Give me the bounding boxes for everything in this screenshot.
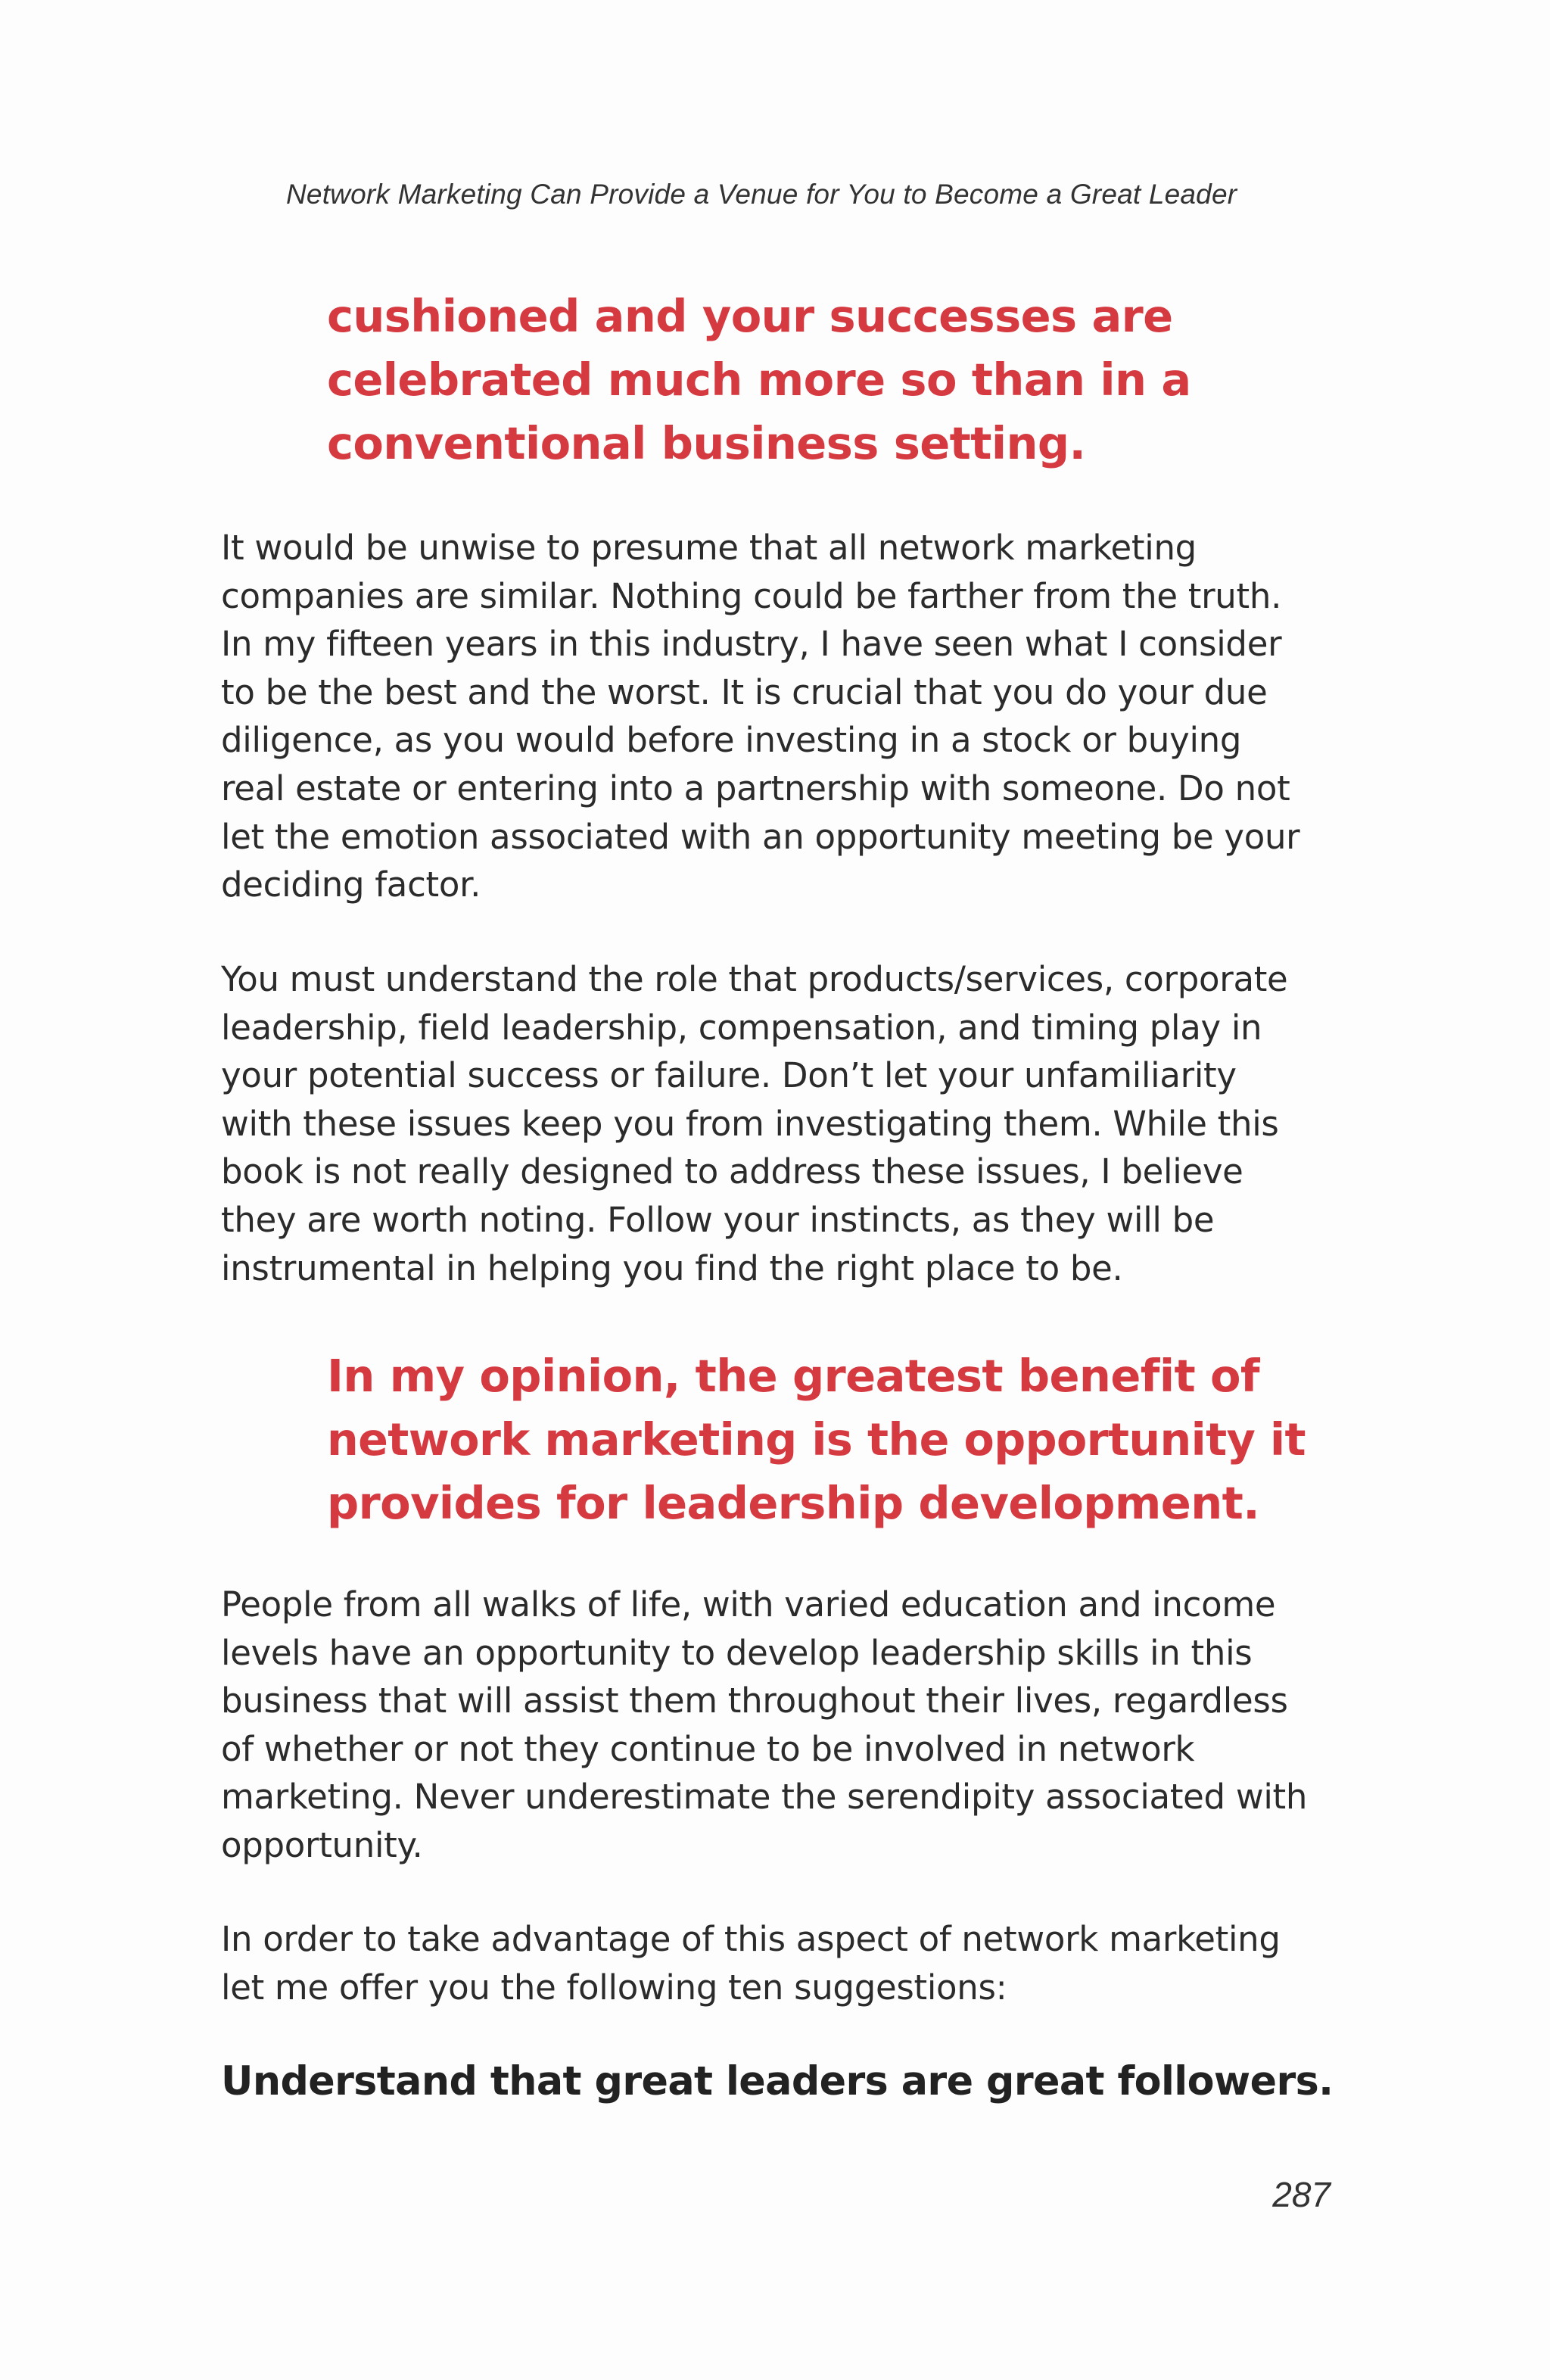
paragraph-line: with these issues keep you from investigating them. While this bbox=[221, 1103, 1279, 1144]
paragraph-line: leadership, field leadership, compensation, and timing play in bbox=[221, 1007, 1262, 1048]
paragraph-4 bbox=[221, 1915, 1341, 2011]
paragraph-line: In order to take advantage of this aspect of network marketing bbox=[221, 1919, 1281, 1959]
paragraph-line: business that will assist them throughout their lives, regardless bbox=[221, 1681, 1288, 1721]
pullquote-2-line: provides for leadership development. bbox=[327, 1477, 1260, 1529]
paragraph-line: of whether or not they continue to be involved in network bbox=[221, 1728, 1195, 1769]
paragraph-line: book is not really designed to address these issues, I believe bbox=[221, 1151, 1243, 1192]
page-number: 287 bbox=[1272, 2175, 1331, 2214]
paragraph-line: deciding factor. bbox=[221, 864, 481, 905]
paragraph-line: companies are similar. Nothing could be farther from the truth. bbox=[221, 575, 1282, 616]
section-subheading: Understand that great leaders are great followers. bbox=[221, 2058, 1334, 2104]
running-head: Network Marketing Can Provide a Venue for You to Become a Great Leader bbox=[286, 179, 1237, 210]
paragraph-line: let the emotion associated with an opportunity meeting be your bbox=[221, 816, 1300, 857]
paragraph-line: they are worth noting. Follow your instincts, as they will be bbox=[221, 1199, 1215, 1240]
paragraph-line: You must understand the role that products/services, corporate bbox=[221, 959, 1288, 999]
paragraph-line: real estate or entering into a partnership with someone. Do not bbox=[221, 768, 1290, 808]
pullquote-1-line: cushioned and your successes are bbox=[327, 290, 1173, 342]
paragraph-1 bbox=[221, 524, 1341, 909]
paragraph-line: In my fifteen years in this industry, I have seen what I consider bbox=[221, 624, 1282, 665]
pullquote-1 bbox=[327, 285, 1311, 475]
paragraph-line: It would be unwise to presume that all network marketing bbox=[221, 528, 1197, 568]
paragraph-line: People from all walks of life, with varied education and income bbox=[221, 1584, 1276, 1625]
pullquote-1-line: conventional business setting. bbox=[327, 417, 1086, 469]
paragraph-line: instrumental in helping you find the right place to be. bbox=[221, 1248, 1123, 1288]
pullquote-2-line: network marketing is the opportunity it bbox=[327, 1414, 1306, 1466]
pullquote-1-line: celebrated much more so than in a bbox=[327, 354, 1191, 406]
pullquote-2 bbox=[327, 1344, 1311, 1535]
paragraph-line: diligence, as you would before investing in a stock or buying bbox=[221, 720, 1242, 761]
paragraph-line: let me offer you the following ten suggestions: bbox=[221, 1967, 1007, 2008]
paragraph-line: levels have an opportunity to develop leadership skills in this bbox=[221, 1632, 1253, 1673]
pullquote-2-line: In my opinion, the greatest benefit of bbox=[327, 1350, 1259, 1402]
paragraph-line: marketing. Never underestimate the serendipity associated with bbox=[221, 1777, 1308, 1818]
paragraph-line: opportunity. bbox=[221, 1824, 423, 1865]
paragraph-2 bbox=[221, 955, 1341, 1292]
paragraph-line: to be the best and the worst. It is crucial that you do your due bbox=[221, 671, 1268, 712]
paragraph-line: your potential success or failure. Don’t let your unfamiliarity bbox=[221, 1055, 1237, 1096]
paragraph-3 bbox=[221, 1581, 1341, 1870]
